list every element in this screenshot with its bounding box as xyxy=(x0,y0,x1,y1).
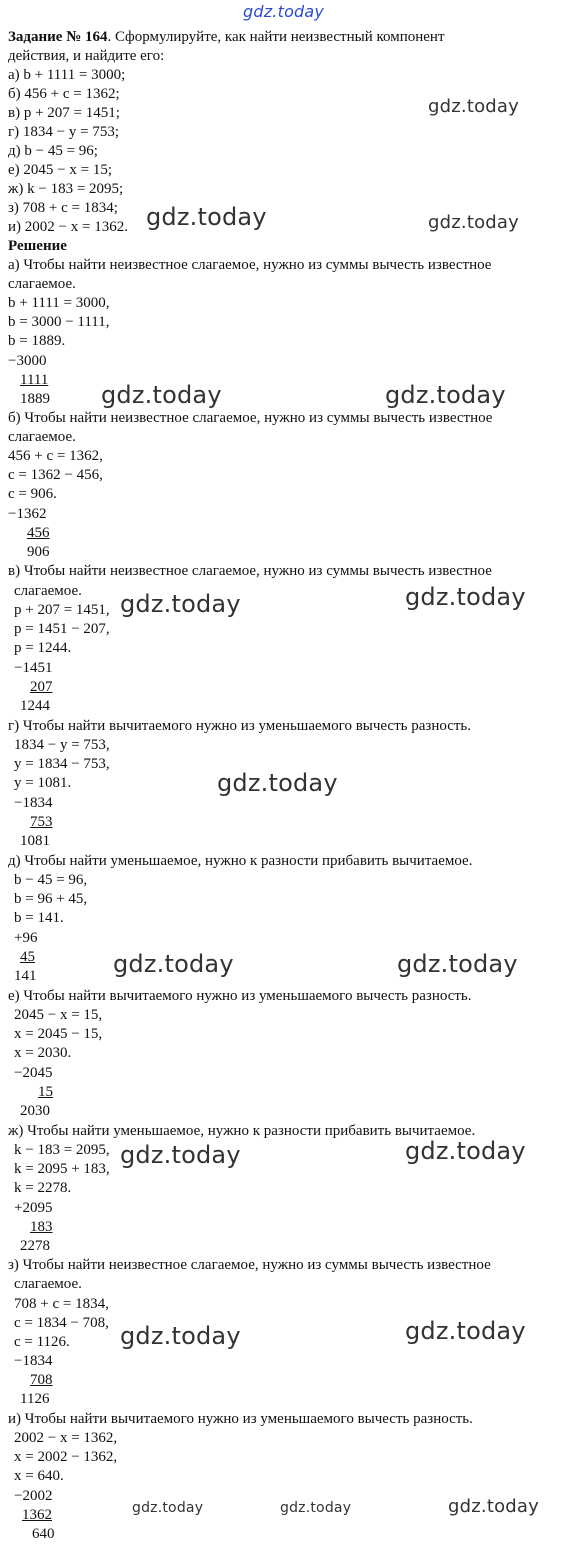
column-top: −3000 xyxy=(8,353,47,369)
solution-step: х = 2030. xyxy=(14,1045,72,1061)
watermark: gdz.today xyxy=(113,950,234,978)
column-result: 1244 xyxy=(20,698,50,714)
watermark: gdz.today xyxy=(428,96,520,117)
column-result: 2030 xyxy=(20,1103,50,1119)
task-text-line-2: действия, и найдите его: xyxy=(8,48,165,64)
rule-text: слагаемое. xyxy=(14,1276,82,1292)
equation-item: е) 2045 − х = 15; xyxy=(8,162,112,178)
column-middle: 15 xyxy=(38,1084,53,1100)
watermark: gdz.today xyxy=(280,1500,352,1516)
watermark: gdz.today xyxy=(132,1500,204,1516)
rule-text: д) Чтобы найти уменьшаемое, нужно к разности прибавить вычитаемое. xyxy=(8,853,473,869)
rule-text: ж) Чтобы найти уменьшаемое, нужно к разности прибавить вычитаемое. xyxy=(8,1123,476,1139)
equation-item: ж) k − 183 = 2095; xyxy=(8,181,124,197)
solution-step: b − 45 = 96, xyxy=(14,872,88,888)
column-middle: 207 xyxy=(30,679,53,695)
watermark-top: gdz.today xyxy=(243,2,325,21)
equation-item: з) 708 + с = 1834; xyxy=(8,200,118,216)
column-top: −1834 xyxy=(14,1353,53,1369)
column-top: +96 xyxy=(14,930,38,946)
solution-step: с = 1362 − 456, xyxy=(8,467,103,483)
column-result: 1889 xyxy=(20,391,50,407)
watermark: gdz.today xyxy=(217,769,338,797)
column-top: −2045 xyxy=(14,1065,53,1081)
column-result: 640 xyxy=(32,1526,55,1542)
solution-step: с = 906. xyxy=(8,486,57,502)
rule-text: в) Чтобы найти неизвестное слагаемое, нужно из суммы вычесть известное xyxy=(8,563,492,579)
column-top: −2002 xyxy=(14,1488,53,1504)
rule-text: з) Чтобы найти неизвестное слагаемое, нужно из суммы вычесть известное xyxy=(8,1257,491,1273)
watermark: gdz.today xyxy=(428,212,520,233)
solution-step: k − 183 = 2095, xyxy=(14,1142,110,1158)
rule-text: е) Чтобы найти вычитаемого нужно из уменьшаемого вычесть разность. xyxy=(8,988,472,1004)
solution-step: с = 1834 − 708, xyxy=(14,1315,109,1331)
solution-step: k = 2278. xyxy=(14,1180,72,1196)
solution-step: b = 3000 − 1111, xyxy=(8,314,110,330)
watermark: gdz.today xyxy=(146,203,267,231)
column-middle: 45 xyxy=(20,949,35,965)
solution-step: у = 1081. xyxy=(14,775,72,791)
column-top: +2095 xyxy=(14,1200,53,1216)
solution-step: у = 1834 − 753, xyxy=(14,756,110,772)
column-result: 141 xyxy=(14,968,37,984)
column-result: 906 xyxy=(27,544,50,560)
column-top: −1834 xyxy=(14,795,53,811)
solution-step: k = 2095 + 183, xyxy=(14,1161,110,1177)
column-middle: 1111 xyxy=(20,372,49,388)
solution-step: b = 1889. xyxy=(8,333,66,349)
solution-step: 2045 − х = 15, xyxy=(14,1007,103,1023)
column-result: 1081 xyxy=(20,833,50,849)
solution-step: х = 2045 − 15, xyxy=(14,1026,103,1042)
solution-step: b + 1111 = 3000, xyxy=(8,295,110,311)
equation-item: в) р + 207 = 1451; xyxy=(8,105,120,121)
column-middle: 753 xyxy=(30,814,53,830)
task-text: . Сформулируйте, как найти неизвестный компонент xyxy=(107,29,445,45)
column-result: 1126 xyxy=(20,1391,50,1407)
solution-step: 1834 − у = 753, xyxy=(14,737,110,753)
watermark: gdz.today xyxy=(120,590,241,618)
column-result: 2278 xyxy=(20,1238,50,1254)
solution-step: р = 1244. xyxy=(14,640,72,656)
solution-step: 708 + с = 1834, xyxy=(14,1296,109,1312)
column-middle: 183 xyxy=(30,1219,53,1235)
solution-step: 2002 − х = 1362, xyxy=(14,1430,118,1446)
rule-text: а) Чтобы найти неизвестное слагаемое, нужно из суммы вычесть известное xyxy=(8,257,492,273)
column-top: −1362 xyxy=(8,506,47,522)
watermark: gdz.today xyxy=(101,381,222,409)
watermark: gdz.today xyxy=(405,1317,526,1345)
equation-item: б) 456 + с = 1362; xyxy=(8,86,120,102)
solution-step: х = 2002 − 1362, xyxy=(14,1449,118,1465)
watermark: gdz.today xyxy=(405,583,526,611)
task-heading xyxy=(8,28,445,47)
rule-text: слагаемое. xyxy=(8,276,76,292)
equation-item: а) b + 1111 = 3000; xyxy=(8,67,126,83)
solution-step: b = 141. xyxy=(14,910,64,926)
equation-item: д) b − 45 = 96; xyxy=(8,143,98,159)
solution-step: b = 96 + 45, xyxy=(14,891,88,907)
rule-text: б) Чтобы найти неизвестное слагаемое, нужно из суммы вычесть известное xyxy=(8,410,493,426)
task-label: Задание № 164 xyxy=(8,29,108,45)
solution-step: х = 640. xyxy=(14,1468,64,1484)
column-top: −1451 xyxy=(14,660,53,676)
rule-text: слагаемое. xyxy=(14,583,82,599)
watermark: gdz.today xyxy=(385,381,506,409)
solution-step: р = 1451 − 207, xyxy=(14,621,110,637)
equation-item: г) 1834 − у = 753; xyxy=(8,124,119,140)
solution-step: 456 + с = 1362, xyxy=(8,448,103,464)
solution-step: р + 207 = 1451, xyxy=(14,602,110,618)
solution-step: с = 1126. xyxy=(14,1334,70,1350)
watermark: gdz.today xyxy=(405,1137,526,1165)
rule-text: г) Чтобы найти вычитаемого нужно из уменьшаемого вычесть разность. xyxy=(8,718,472,734)
rule-text: и) Чтобы найти вычитаемого нужно из уменьшаемого вычесть разность. xyxy=(8,1411,473,1427)
column-middle: 456 xyxy=(27,525,50,541)
equation-item: и) 2002 − х = 1362. xyxy=(8,219,128,235)
column-middle: 708 xyxy=(30,1372,53,1388)
solution-heading: Решение xyxy=(8,238,67,254)
watermark: gdz.today xyxy=(120,1322,241,1350)
watermark: gdz.today xyxy=(120,1141,241,1169)
rule-text: слагаемое. xyxy=(8,429,76,445)
watermark: gdz.today xyxy=(448,1496,540,1517)
column-middle: 1362 xyxy=(22,1507,52,1523)
watermark: gdz.today xyxy=(397,950,518,978)
